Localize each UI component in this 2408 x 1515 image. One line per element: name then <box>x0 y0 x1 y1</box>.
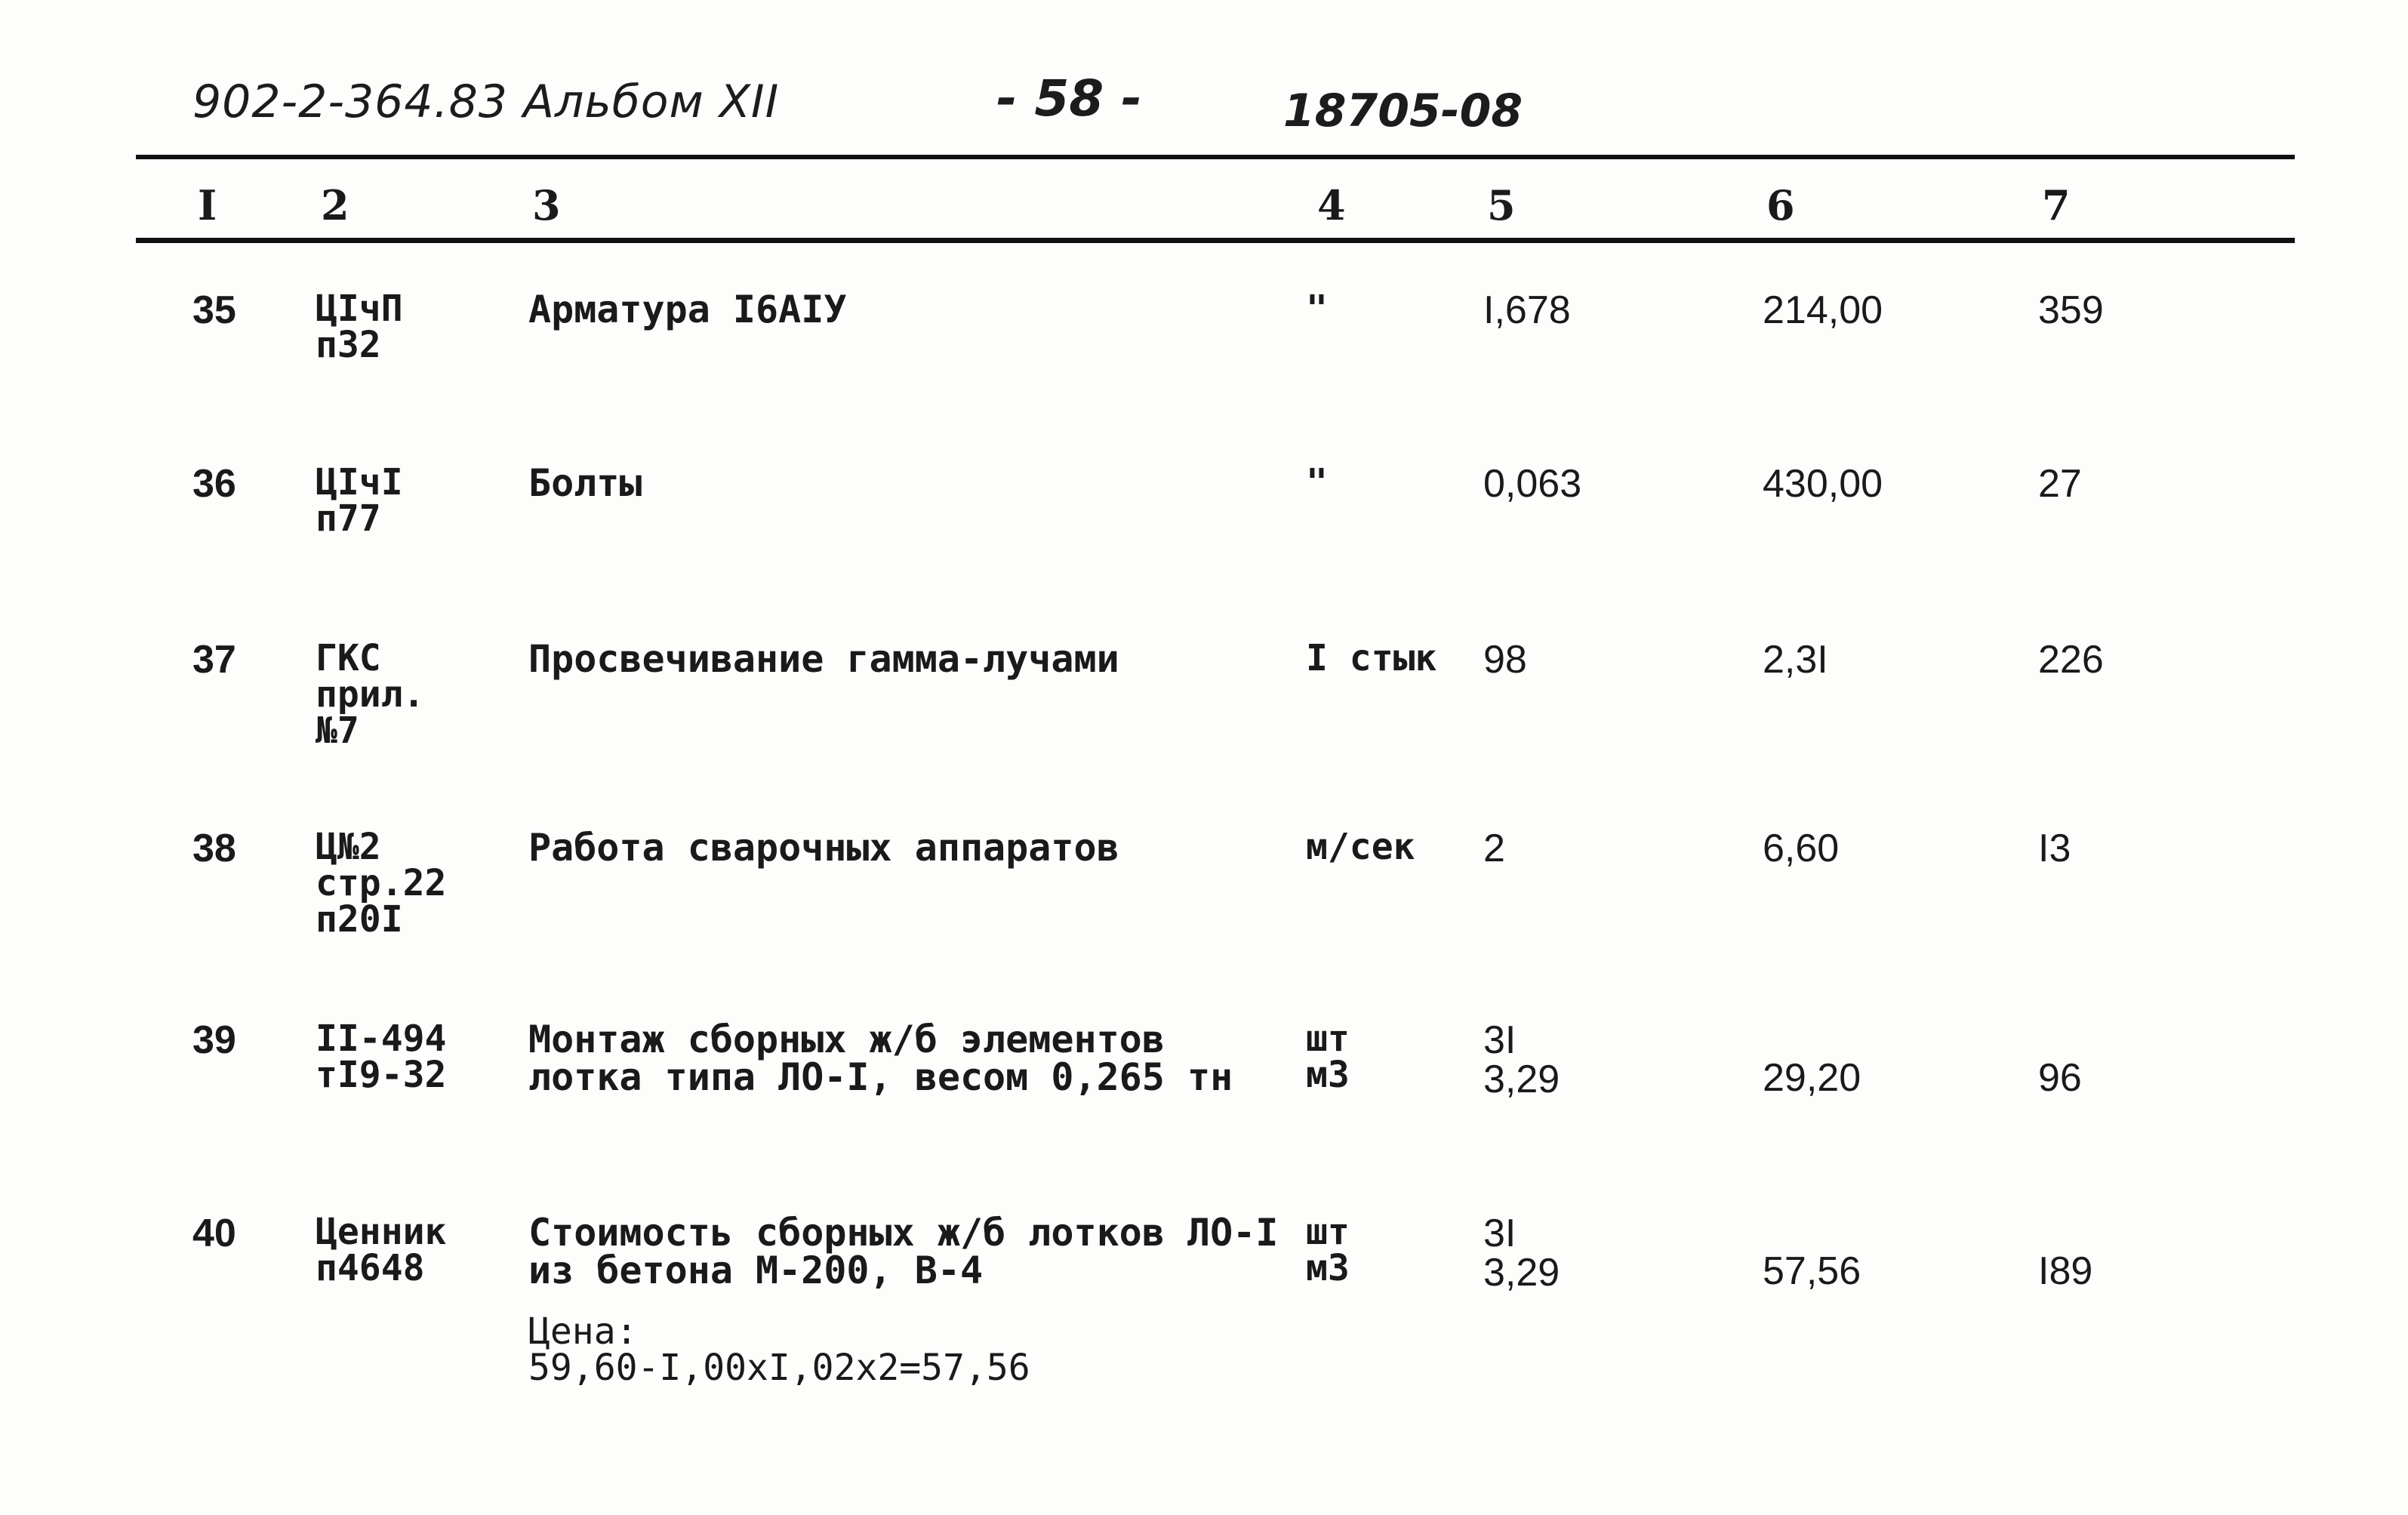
norm-reference: II-494 тI9-32 <box>316 1018 447 1096</box>
work-name: Работа сварочных аппаратов <box>528 826 1119 870</box>
norm-reference: ГКС прил. №7 <box>316 637 425 752</box>
work-name: Болты <box>528 461 642 505</box>
column-header-1: I <box>198 181 217 229</box>
row-number: 37 <box>192 638 236 682</box>
unit: " <box>1306 461 1328 503</box>
row-number: 38 <box>192 827 236 870</box>
unit: м/сек <box>1306 826 1415 868</box>
unit: шт м3 <box>1306 1211 1350 1289</box>
column-header-2: 2 <box>321 181 349 229</box>
work-name: Просвечивание гамма-лучами <box>528 637 1119 681</box>
total-cost: 96 <box>2038 1056 2082 1100</box>
unit-price: 6,60 <box>1763 827 1840 870</box>
quantity: 2 <box>1483 827 1505 870</box>
column-header-3: 3 <box>532 181 561 229</box>
unit-price: 29,20 <box>1763 1056 1861 1100</box>
norm-reference: Ценник п4648 <box>316 1211 447 1289</box>
norm-reference: Ц№2 стр.22 п20I <box>316 826 447 941</box>
work-name: Стоимость сборных ж/б лотков ЛО-I из бетона М-200, В-4 <box>528 1211 1279 1292</box>
column-header-6: 6 <box>1766 181 1795 229</box>
norm-reference: ЦIчI п77 <box>316 461 403 540</box>
album-reference: 902-2-364.83 Альбом XII <box>192 75 780 128</box>
quantity: 3I 3,29 <box>1483 1212 1560 1295</box>
quantity: 3I 3,29 <box>1483 1018 1560 1101</box>
total-cost: 27 <box>2038 462 2082 506</box>
total-cost: 359 <box>2038 288 2104 332</box>
unit-price: 214,00 <box>1763 288 1883 332</box>
total-cost: I89 <box>2038 1249 2093 1293</box>
norm-reference: ЦIчП п32 <box>316 288 403 366</box>
unit-price: 57,56 <box>1763 1249 1861 1293</box>
quantity: 98 <box>1483 638 1527 682</box>
unit: " <box>1306 288 1328 330</box>
row-number: 40 <box>192 1212 236 1255</box>
unit: I стык <box>1306 637 1437 679</box>
column-header-7: 7 <box>2042 181 2071 229</box>
quantity: I,678 <box>1483 288 1571 332</box>
top-rule <box>136 155 2295 159</box>
quantity: 0,063 <box>1483 462 1582 506</box>
work-name: Арматура I6AIУ <box>528 288 847 331</box>
price-calculation-note: Цена: 59,60-I,00хI,02х2=57,56 <box>528 1310 1030 1389</box>
header-rule <box>136 238 2295 243</box>
work-name: Монтаж сборных ж/б элементов лотка типа ЛО-I, весом 0,265 тн <box>528 1018 1233 1099</box>
total-cost: I3 <box>2038 827 2071 870</box>
unit-price: 2,3I <box>1763 638 1828 682</box>
unit-price: 430,00 <box>1763 462 1883 506</box>
unit: шт м3 <box>1306 1018 1350 1096</box>
row-number: 39 <box>192 1018 236 1062</box>
page-number: - 58 - <box>996 69 1142 128</box>
row-number: 35 <box>192 288 236 332</box>
row-number: 36 <box>192 462 236 506</box>
total-cost: 226 <box>2038 638 2104 682</box>
column-header-5: 5 <box>1487 181 1516 229</box>
document-code: 18705-08 <box>1283 85 1523 137</box>
column-header-4: 4 <box>1317 181 1346 229</box>
